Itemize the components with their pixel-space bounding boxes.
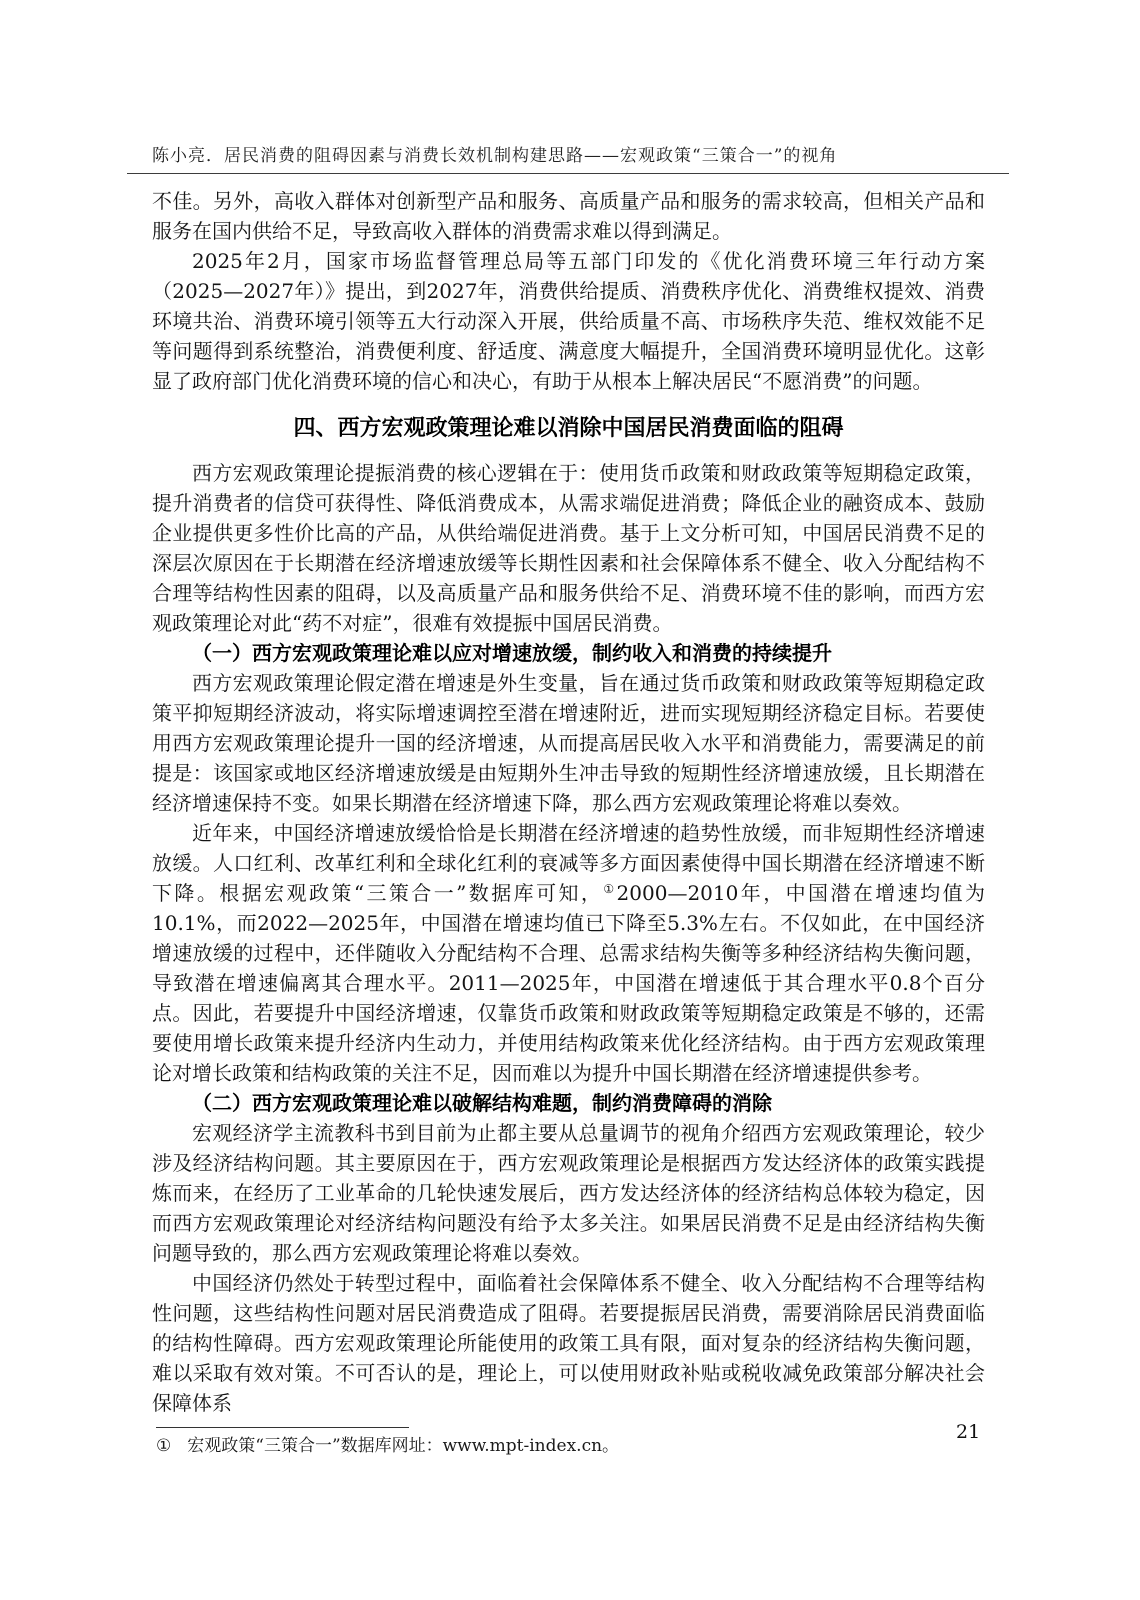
footnote-text: 宏观政策“三策合一”数据库网址：www.mpt-index.cn。 bbox=[187, 1436, 620, 1456]
footnote bbox=[156, 1434, 986, 1458]
paragraph-potential-growth-assumption: 西方宏观政策理论假定潜在增速是外生变量，旨在通过货币政策和财政政策等短期稳定政策平抑短期经济波动，将实际增速调控至潜在增速附近，进而实现短期经济稳定目标。若要使用西方宏观政策理论提升一国的经济增速，从而提高居民收入水平和消费能力，需要满足的前提是：该国家或地区经济增速放缓是由短期外生冲击导致的短期性经济增速放缓，且长期潜在经济增速保持不变。如果长期潜在经济增速下降，那么西方宏观政策理论将难以奏效。 bbox=[152, 671, 985, 815]
paragraph-china-growth-slowdown: 近年来，中国经济增速放缓恰恰是长期潜在经济增速的趋势性放缓，而非短期性经济增速放缓。人口红利、改革红利和全球化红利的衰减等多方面因素使得中国长期潜在经济增速不断下降。根据宏观政策“三策合一”数据库可知，①2000—2010年，中国潜在增速均值为10.1%，而2022—2025年，中国潜在增速均值已下降至5.3%左右。不仅如此，在中国经济增速放缓的过程中，还伴随收入分配结构不合理、总需求结构失衡等多种经济结构失衡问题，导致潜在增速偏离其合理水平。2011—2025年，中国潜在增速低于其合理水平0.8个百分点。因此，若要提升中国经济增速，仅靠货币政策和财政政策等短期稳定政策是不够的，还需要使用增长政策来提升经济内生动力，并使用结构政策来优化经济结构。由于西方宏观政策理论对增长政策和结构政策的关注不足，因而难以为提升中国长期潜在经济增速提供参考。 bbox=[152, 821, 986, 1085]
footnote-rule bbox=[156, 1427, 409, 1428]
subsection-heading-1: （一）西方宏观政策理论难以应对增速放缓，制约收入和消费的持续提升 bbox=[192, 641, 832, 665]
footnote-ref-1: ① bbox=[603, 882, 617, 896]
page-number: 21 bbox=[956, 1421, 981, 1443]
footnote-marker: ① bbox=[156, 1436, 172, 1456]
subsection-heading-2: （二）西方宏观政策理论难以破解结构难题，制约消费障碍的消除 bbox=[192, 1091, 772, 1115]
running-header-title: 陈小亮．居民消费的阻碍因素与消费长效机制构建思路——宏观政策“三策合一”的视角 bbox=[152, 146, 838, 166]
header-rule bbox=[127, 173, 1009, 174]
paragraph-policy-plan-2025: 2025年2月，国家市场监督管理总局等五部门印发的《优化消费环境三年行动方案（2025—2027年）》提出，到2027年，消费供给提质、消费秩序优化、消费维权提效、消费环境共治、消费环境引领等五大行动深入开展，供给质量不高、市场秩序失范、维权效能不足等问题得到系统整治，消费便利度、舒适度、满意度大幅提升，全国消费环境明显优化。这彰显了政府部门优化消费环境的信心和决心，有助于从根本上解决居民“不愿消费”的问题。 bbox=[152, 249, 985, 393]
page-header bbox=[0, 146, 1140, 174]
section-heading-4: 四、西方宏观政策理论难以消除中国居民消费面临的阻碍 bbox=[293, 416, 844, 441]
paragraph-western-policy-logic: 西方宏观政策理论提振消费的核心逻辑在于：使用货币政策和财政政策等短期稳定政策，提升消费者的信贷可获得性、降低消费成本，从需求端促进消费；降低企业的融资成本、鼓励企业提供更多性价比高的产品，从供给端促进消费。基于上文分析可知，中国居民消费不足的深层次原因在于长期潜在经济增速放缓等长期性因素和社会保障体系不健全、收入分配结构不合理等结构性因素的阻碍，以及高质量产品和服务供给不足、消费环境不佳的影响，而西方宏观政策理论对此“药不对症”，很难有效提振中国居民消费。 bbox=[152, 461, 985, 635]
paragraph-continuation: 不佳。另外，高收入群体对创新型产品和服务、高质量产品和服务的需求较高，但相关产品和服务在国内供给不足，导致高收入群体的消费需求难以得到满足。 bbox=[152, 189, 985, 243]
article-body bbox=[152, 186, 985, 1418]
paragraph-textbook-structure: 宏观经济学主流教科书到目前为止都主要从总量调节的视角介绍西方宏观政策理论，较少涉及经济结构问题。其主要原因在于，西方宏观政策理论是根据西方发达经济体的政策实践提炼而来，在经历了工业革命的几轮快速发展后，西方发达经济体的经济结构总体较为稳定，因而西方宏观政策理论对经济结构问题没有给予太多关注。如果居民消费不足是由经济结构失衡问题导致的，那么西方宏观政策理论将难以奏效。 bbox=[152, 1121, 985, 1265]
paragraph-china-transition: 中国经济仍然处于转型过程中，面临着社会保障体系不健全、收入分配结构不合理等结构性问题，这些结构性问题对居民消费造成了阻碍。若要提振居民消费，需要消除居民消费面临的结构性障碍。西方宏观政策理论所能使用的政策工具有限，面对复杂的经济结构失衡问题，难以采取有效对策。不可否认的是，理论上，可以使用财政补贴或税收减免政策部分解决社会保障体系 bbox=[152, 1271, 985, 1415]
